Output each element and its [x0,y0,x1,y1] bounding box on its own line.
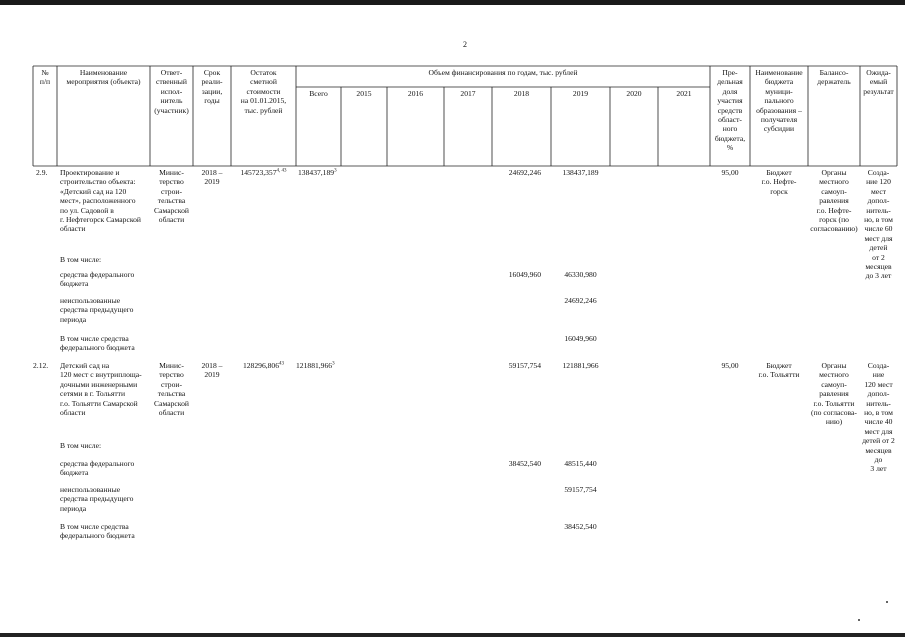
page-number: 2 [463,40,467,49]
row-2018: 59157,754 [508,361,541,370]
header-remaining: Остаток сметной стоимости на 01.01.2015, тыс. рублей [240,68,287,115]
row-result: Созда- ние 120 мест допол- нитель- но, в том числе 40 мест для детей от 2 месяцев до 3 лет [862,361,895,474]
row-fed-2018: 38452,540 [508,459,541,468]
header-total: Всего [309,89,328,98]
row-budget: Бюджет г.о. Тольятти [758,361,800,380]
header-2018: 2018 [513,89,530,98]
scan-speck [858,619,860,621]
row-num: 2.12. [33,361,49,370]
row-term: 2018 – 2019 [201,168,223,187]
row-fed-label: средства федерального бюджета [60,270,135,289]
row-unused-label: неиспользованные средства предыдущего периода [60,296,134,324]
header-budget: Наименование бюджета муници- пального образования – получателя субсидии [755,68,803,134]
header-result: Ожида- емый результат [863,68,894,96]
row-2019: 121881,966 [562,361,599,370]
row-incl-label: В том числе: [60,441,102,450]
row-share: 95,00 [721,361,739,370]
row-result: Созда- ние 120 мест допол- нитель- но, в том числе 60 мест для детей от 2 месяцев до 3 лет [864,168,893,281]
header-2016: 2016 [407,89,424,98]
row-name: Проектирование и строительство объекта: «Детский сад на 120 мест», расположенного по ул. Садовой в г. Нефтегорск Самарской области [60,168,141,234]
header-funding-group: Объем финансирования по годам, тыс. рублей [428,68,578,77]
row-remaining: 145723,357$^{4, 43}$ [240,168,287,177]
row-share: 95,00 [721,168,739,177]
row-total: 121881,966$^3$ [296,361,335,370]
row-incl-fed-label: В том числе средства федерального бюджета [60,522,135,541]
header-2017: 2017 [460,89,476,98]
row-num: 2.9. [36,168,48,177]
row-fed-2018: 16049,960 [508,270,541,279]
header-share: Пре- дельная доля участия средств област- ного бюджета, % [714,68,746,153]
row-total: 138437,189$^3$ [298,168,337,177]
row-budget: Бюджет г.о. Нефте- горск [761,168,797,196]
header-2020: 2020 [626,89,642,98]
row-2018: 24692,246 [508,168,541,177]
header-term: Срок реали- зации, годы [201,68,223,106]
header-2015: 2015 [356,89,372,98]
row-incl-fed-2019: 38452,540 [564,522,597,531]
row-holder: Органы местного самоуп- равления г.о. Нефте- горск (по согласованию) [810,168,858,234]
header-2021: 2021 [676,89,692,98]
row-fed-2019: 48515,440 [564,459,597,468]
row-fed-label: средства федерального бюджета [60,459,135,478]
header-2019: 2019 [572,89,589,98]
row-name: Детский сад на 120 мест с внутриплоща- дочными инженерными сетями в г. Тольятти г.о. Тольятти Самарской области [60,361,142,418]
row-unused-2019: 24692,246 [564,296,597,305]
row-executor: Минис- терство строи- тельства Самарской области [154,168,189,225]
header-num: № п/п [39,68,51,87]
row-term: 2018 – 2019 [201,361,223,380]
row-incl-fed-label: В том числе средства федерального бюджета [60,334,135,353]
row-executor: Минис- терство строи- тельства Самарской области [154,361,189,418]
row-2019: 138437,189 [562,168,599,177]
row-unused-label: неиспользованные средства предыдущего периода [60,485,134,513]
row-incl-fed-2019: 16049,960 [564,334,597,343]
row-fed-2019: 46330,980 [564,270,597,279]
row-holder: Органы местного самоуп- равления г.о. Тольятти (по согласова- нию) [811,361,857,427]
header-executor: Ответ- ственный испол- нитель (участник) [154,68,189,115]
row-unused-2019: 59157,754 [564,485,597,494]
row-remaining: 128296,806$^{43}$ [242,361,285,370]
header-name: Наименование мероприятия (объекта) [66,68,141,87]
row-incl-label: В том числе: [60,255,102,264]
header-holder: Балансо- держатель [817,68,851,87]
scan-speck [886,601,888,603]
